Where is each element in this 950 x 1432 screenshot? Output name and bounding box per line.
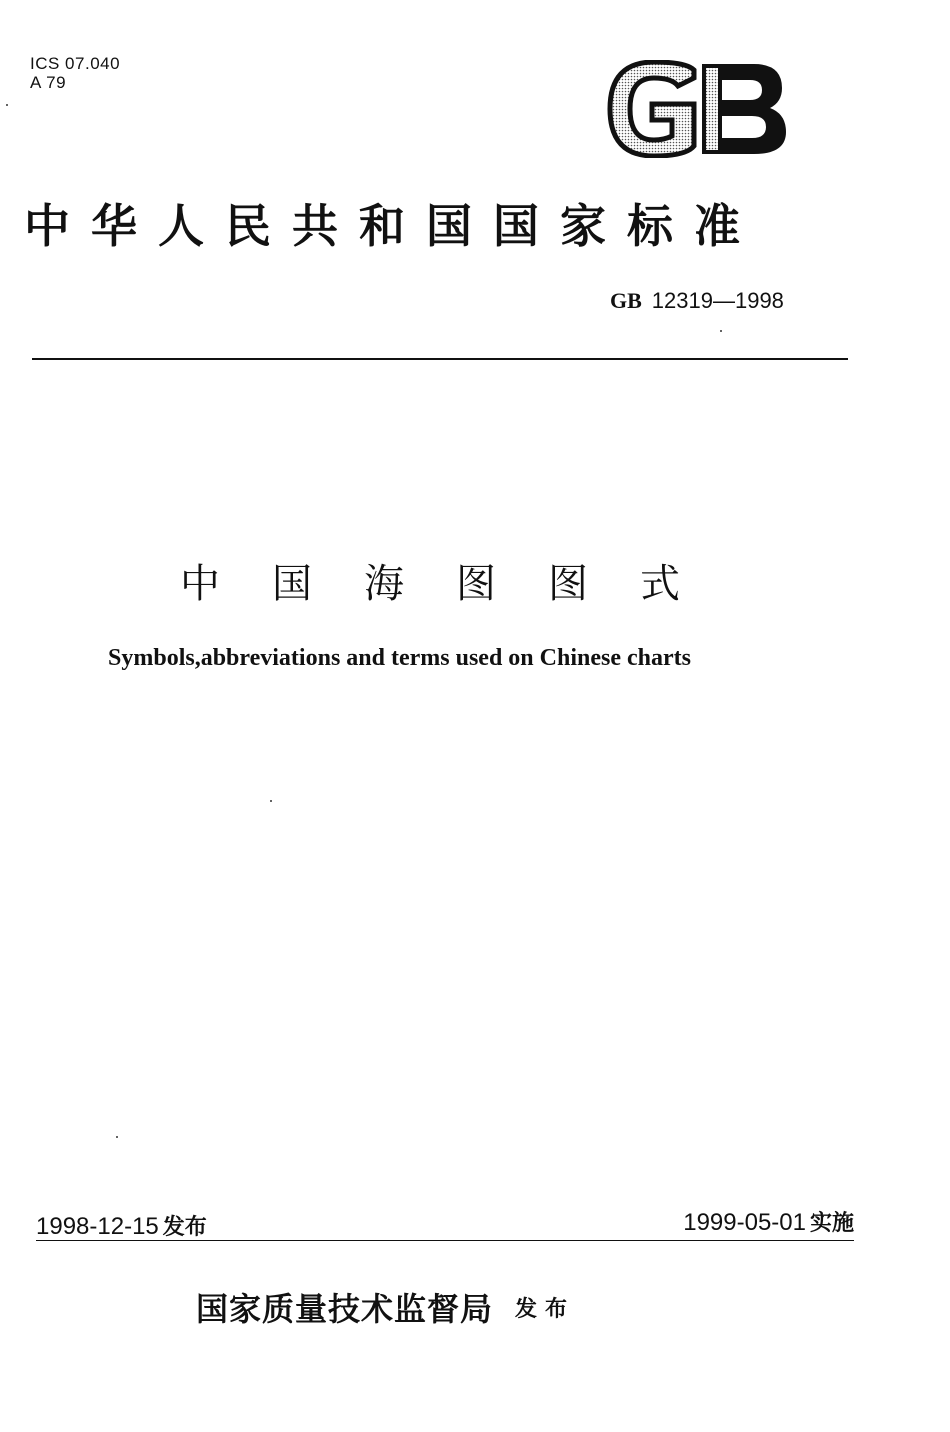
document-title-en: Symbols,abbreviations and terms used on Chinese charts — [108, 645, 691, 671]
implementation-date: 1999-05-01 — [683, 1209, 806, 1236]
implementation-date-line — [683, 1206, 854, 1237]
issue-label: 发布 — [162, 1215, 207, 1240]
authority-name: 国家质量技术监督局 — [196, 1290, 494, 1328]
top-divider — [32, 358, 848, 360]
scan-speck — [6, 104, 8, 106]
scan-speck — [270, 800, 272, 802]
document-title-cn: 中国海图图式 — [180, 561, 732, 607]
standard-prefix: GB — [610, 288, 642, 313]
gb-logo — [606, 60, 788, 158]
classification-codes — [30, 54, 120, 92]
publish-label: 发布 — [515, 1297, 576, 1322]
scan-speck — [116, 1136, 118, 1138]
standard-number — [610, 288, 784, 314]
issue-date: 1998-12-15 — [36, 1213, 159, 1240]
bottom-divider — [36, 1240, 854, 1241]
standard-code: 12319—1998 — [651, 288, 784, 313]
issuing-authority — [196, 1284, 575, 1330]
class-code: A 79 — [30, 73, 67, 92]
national-standard-title: 中华人民共和国国家标准 — [24, 199, 761, 253]
scan-speck — [720, 330, 722, 332]
ics-code: ICS 07.040 — [30, 54, 121, 73]
issue-date-line — [36, 1210, 207, 1241]
implementation-label: 实施 — [809, 1211, 854, 1236]
